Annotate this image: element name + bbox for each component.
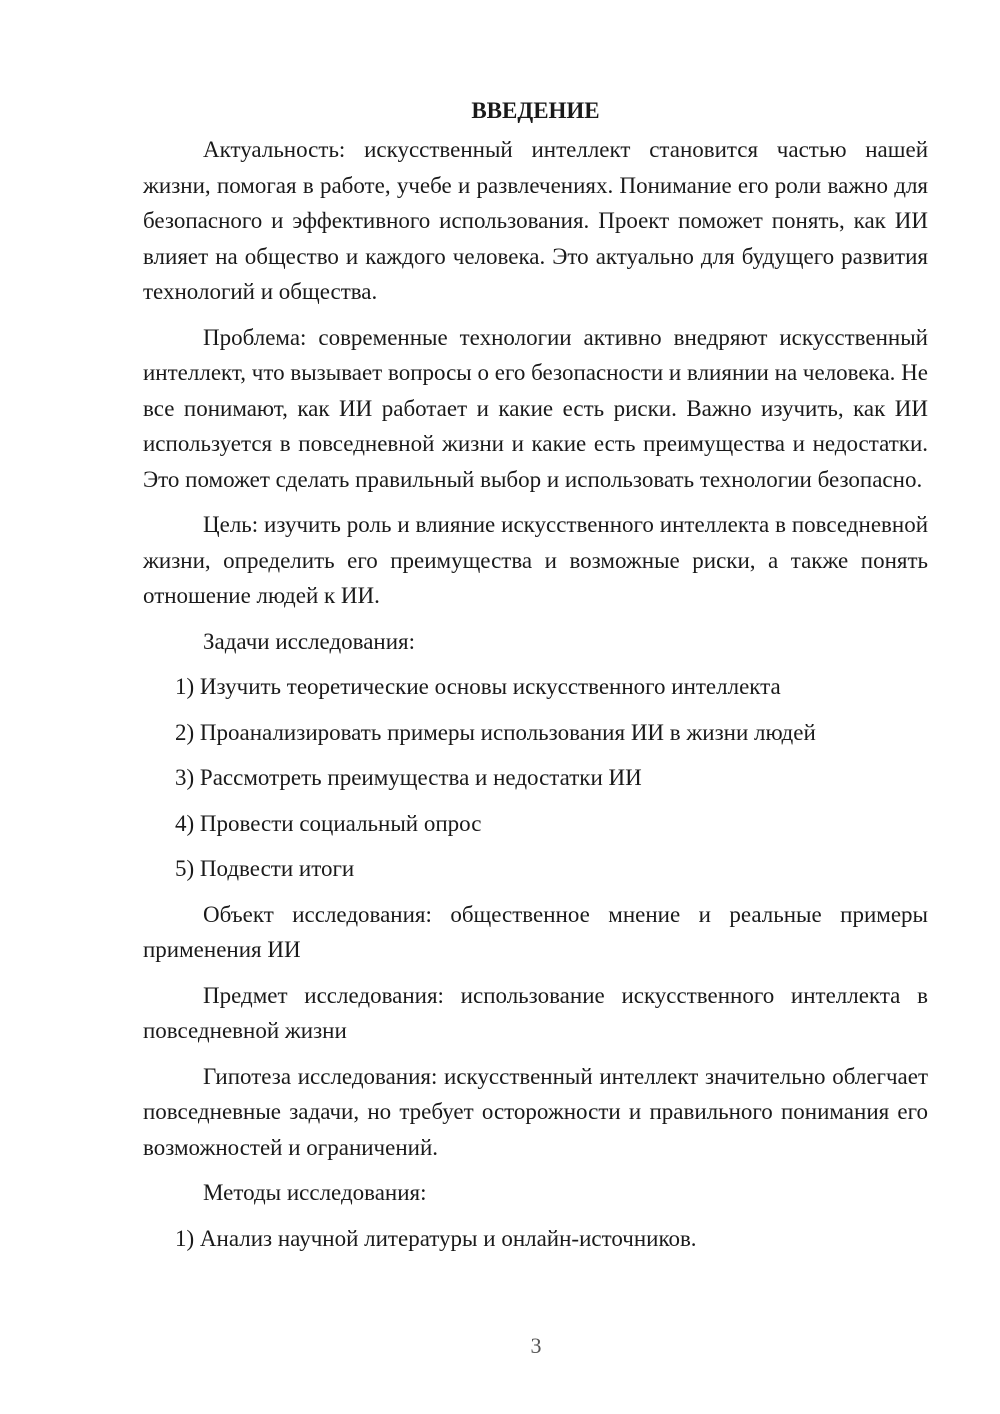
list-item: 5) Подвести итоги <box>175 856 355 881</box>
relevance-paragraph: Актуальность: искусственный интеллект становится частью нашей жизни, помогая в работе, учебе и развлечениях. Понимание его роли важно для безопасного и эффективного использования. Проект поможет понять, как ИИ влияет на общество и каждого человека. Это актуально для будущего развития технологий и общества. <box>143 137 928 304</box>
subject-paragraph: Предмет исследования: использование искусственного интеллекта в повседневной жизни <box>143 982 928 1043</box>
methods-list <box>143 1221 928 1257</box>
hypothesis-paragraph: Гипотеза исследования: искусственный интеллект значительно облегчает повседневные задачи, но требует осторожности и правильного понимания его возможностей и ограничений. <box>143 1063 928 1160</box>
page-heading: ВВЕДЕНИЕ <box>471 98 600 123</box>
list-item: 2) Проанализировать примеры использования ИИ в жизни людей <box>175 719 816 745</box>
goal-paragraph: Цель: изучить роль и влияние искусственного интеллекта в повседневной жизни, определить его преимущества и возможные риски, а также понять отношение людей к ИИ. <box>143 512 928 608</box>
list-item: 1) Анализ научной литературы и онлайн-источников. <box>175 1225 697 1251</box>
problem-paragraph: Проблема: современные технологии активно внедряют искусственный интеллект, что вызывает вопросы о его безопасности и влиянии на человека. Не все понимают, как ИИ работает и какие есть риски. Важно изучить, как ИИ используется в повседневной жизни и какие есть преимущества и недостатки. Это поможет сделать правильный выбор и использовать технологии безопасно. <box>143 324 928 492</box>
list-item: 4) Провести социальный опрос <box>175 810 482 836</box>
tasks-list <box>143 669 928 887</box>
object-paragraph: Объект исследования: общественное мнение и реальные примеры применения ИИ <box>143 901 928 962</box>
page-content <box>143 93 928 1266</box>
tasks-title: Задачи исследования: <box>203 628 416 654</box>
list-item: 3) Рассмотреть преимущества и недостатки ИИ <box>175 765 642 790</box>
methods-title: Методы исследования: <box>203 1180 427 1205</box>
page-number: 3 <box>530 1333 542 1358</box>
list-item: 1) Изучить теоретические основы искусственного интеллекта <box>175 674 781 699</box>
